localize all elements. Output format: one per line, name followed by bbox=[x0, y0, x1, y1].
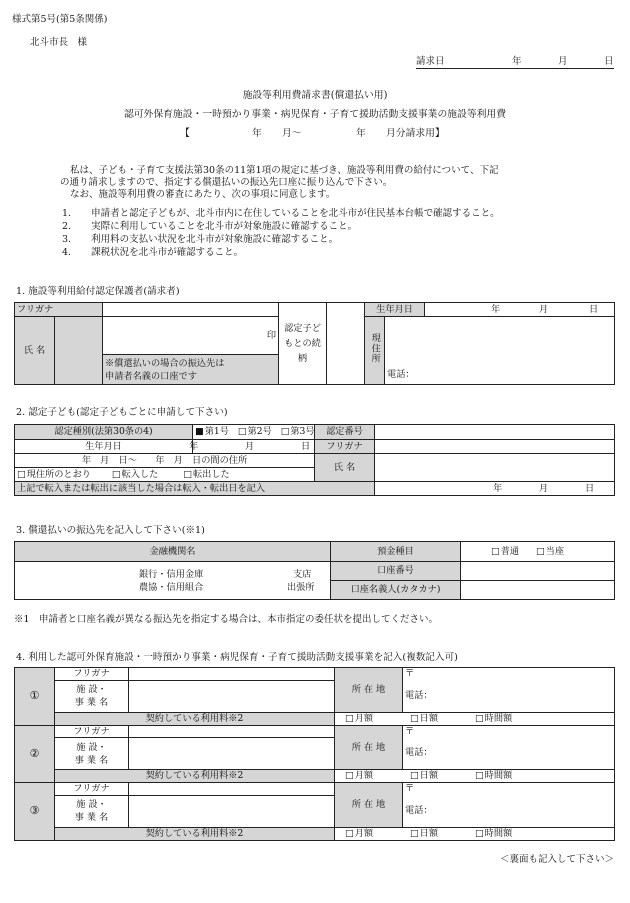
facility-phone-label: 電話： bbox=[405, 689, 433, 701]
bank-note-line2: 申請者名義の口座です bbox=[105, 370, 197, 382]
contract-fee-label: 契約している利用料※2 bbox=[55, 712, 335, 725]
intro-paragraph-1a: 私は、子ども・子育て支援法第30条の11第1項の規定に基づき、施設等利用費の給付について、下記 bbox=[70, 165, 499, 176]
daily-fee-checkbox[interactable]: □ 日額 bbox=[410, 828, 438, 839]
seal-mark: 印 bbox=[266, 329, 277, 341]
billing-period-month1: 月～ bbox=[282, 128, 302, 139]
request-date-month: 月 bbox=[558, 56, 568, 67]
bank-footnote: ※1 申請者と口座名義が異なる振込先を指定する場合は、本市指定の委任状を提出してください。 bbox=[14, 614, 439, 625]
document-subtitle: 認可外保育施設・一時預かり事業・病児保育・子育て援助活動支援事業の施設等利用費 bbox=[123, 109, 507, 120]
move-date-year: 年 bbox=[493, 483, 503, 494]
bank-note-line1: ※償還払いの場合の振込先は bbox=[105, 357, 225, 369]
back-page-note: ＜裏面も記入して下さい＞ bbox=[499, 854, 614, 865]
facility-furigana-label: フリガナ bbox=[55, 783, 129, 796]
hourly-fee-checkbox[interactable]: □ 時間額 bbox=[475, 770, 512, 781]
current-checkbox[interactable]: □ 当座 bbox=[536, 546, 564, 557]
fee-type-options bbox=[335, 827, 615, 840]
child-birth-month: 月 bbox=[245, 441, 255, 452]
request-date-day: 日 bbox=[604, 56, 614, 67]
move-date-day: 日 bbox=[585, 483, 595, 494]
facility-entry-number: ② bbox=[15, 725, 55, 783]
facility-furigana-label: フリガナ bbox=[55, 668, 129, 681]
daily-fee-checkbox[interactable]: □ 日額 bbox=[410, 713, 438, 724]
facility-name-label bbox=[55, 738, 129, 770]
billing-period-close: 月分請求用】 bbox=[386, 128, 445, 139]
billing-period-open: 【 bbox=[180, 128, 190, 139]
account-holder-label: 口座名義人(カタカナ) bbox=[331, 581, 461, 600]
guardian-birth-day: 日 bbox=[589, 304, 599, 315]
request-date-label: 請求日 bbox=[416, 56, 445, 67]
postal-mark: 〒 bbox=[405, 783, 415, 794]
deposit-type-options bbox=[461, 542, 615, 562]
child-birth-label: 生年月日 bbox=[15, 440, 193, 454]
consent-item-num: 4. bbox=[62, 247, 72, 258]
monthly-fee-checkbox[interactable]: □ 月額 bbox=[345, 770, 373, 781]
monthly-fee-checkbox[interactable]: □ 月額 bbox=[345, 828, 373, 839]
guardian-address-text: 現住所 bbox=[369, 333, 381, 365]
consent-item-num: 2. bbox=[62, 221, 72, 232]
consent-item-3 bbox=[62, 234, 338, 246]
guardian-birth-month: 月 bbox=[539, 304, 549, 315]
facility-entry-number: ① bbox=[15, 668, 55, 726]
moved-out-checkbox[interactable]: □ 転出した bbox=[183, 469, 229, 480]
daily-fee-checkbox[interactable]: □ 日額 bbox=[410, 770, 438, 781]
cert-type-3-checkbox[interactable]: □ 第3号 bbox=[281, 426, 315, 437]
facility-furigana-input[interactable] bbox=[129, 725, 335, 738]
consent-item-2 bbox=[62, 221, 357, 233]
move-date-label: 上記で転入または転出に該当した場合は転入・転出日を記入 bbox=[15, 482, 375, 496]
consent-item-text: 申請者と認定子どもが、北斗市内に在住していることを北斗市が住民基本台帳で確認すること。 bbox=[91, 208, 500, 219]
bank-type-1: 銀行・信用金庫 bbox=[139, 569, 204, 580]
address-same-checkbox[interactable]: □ 現住所のとおり bbox=[17, 469, 91, 480]
form-number: 様式第5号(第5条関係) bbox=[12, 14, 108, 25]
facility-location-input[interactable] bbox=[403, 783, 615, 828]
facility-name-label-line2: 事 業 名 bbox=[74, 812, 109, 823]
bank-name-label: 金融機関名 bbox=[15, 542, 331, 562]
facility-location-input[interactable] bbox=[403, 668, 615, 713]
facility-phone-label: 電話： bbox=[405, 804, 433, 816]
postal-mark: 〒 bbox=[405, 668, 415, 679]
facility-location-label: 所 在 地 bbox=[335, 725, 403, 770]
child-furigana-input[interactable] bbox=[375, 440, 615, 454]
guardian-table bbox=[14, 302, 615, 385]
child-table bbox=[14, 424, 615, 496]
cert-number-label: 認定番号 bbox=[315, 425, 375, 440]
intro-paragraph-2: なお、施設等利用費の審査にあたり、次の事項に同意します。 bbox=[70, 189, 336, 200]
facility-name-label bbox=[55, 680, 129, 712]
facility-location-label: 所 在 地 bbox=[335, 668, 403, 713]
bank-note bbox=[103, 355, 279, 385]
guardian-furigana-input[interactable] bbox=[103, 303, 279, 317]
child-birth-day: 日 bbox=[301, 441, 311, 452]
ordinary-checkbox[interactable]: □ 普通 bbox=[491, 546, 519, 557]
addressee: 北斗市長 様 bbox=[30, 37, 88, 48]
facility-furigana-input[interactable] bbox=[129, 783, 335, 796]
move-date-month: 月 bbox=[539, 483, 549, 494]
guardian-birth-input[interactable] bbox=[425, 303, 615, 317]
request-date-year: 年 bbox=[512, 56, 522, 67]
branch-type-2: 出張所 bbox=[287, 582, 315, 593]
guardian-furigana-label: フリガナ bbox=[15, 303, 103, 317]
section-4-title: 4. 利用した認可外保育施設・一時預かり事業・病児保育・子育て援助活動支援事業を記入(複数記入可) bbox=[16, 652, 458, 663]
guardian-birth-label: 生年月日 bbox=[365, 303, 425, 317]
address-period-label: 年 月 日～ 年 月 日の間の住所 bbox=[15, 454, 315, 468]
contract-fee-label: 契約している利用料※2 bbox=[55, 770, 335, 783]
fee-type-options bbox=[335, 770, 615, 783]
branch-type-1: 支店 bbox=[293, 569, 312, 580]
guardian-name-label: 氏 名 bbox=[15, 317, 55, 385]
deposit-type-label: 預金種目 bbox=[331, 542, 461, 562]
facility-name-input[interactable] bbox=[129, 680, 335, 712]
child-furigana-label: フリガナ bbox=[315, 440, 375, 454]
guardian-birth-year: 年 bbox=[491, 304, 501, 315]
cert-type-1-checkbox[interactable]: ■ 第1号 bbox=[195, 426, 229, 437]
facility-entry-number: ③ bbox=[15, 783, 55, 841]
cert-number-input[interactable] bbox=[375, 425, 615, 440]
document-title: 施設等利用費請求書(償還払い用) bbox=[242, 90, 388, 101]
request-date-field[interactable] bbox=[416, 56, 614, 69]
child-birth-input[interactable] bbox=[189, 440, 315, 454]
facility-name-label-line1: 施 設・ bbox=[76, 684, 107, 695]
facility-name-input[interactable] bbox=[129, 738, 335, 770]
billing-period bbox=[0, 128, 630, 140]
facility-name-label-line2: 事 業 名 bbox=[74, 754, 109, 766]
facility-name-label-line1: 施 設・ bbox=[76, 741, 107, 753]
section-3-title: 3. 償還払いの振込先を記入して下さい(※1) bbox=[16, 525, 205, 536]
guardian-address-label bbox=[365, 317, 385, 385]
facility-name-label-line2: 事 業 名 bbox=[74, 697, 109, 708]
address-status-options bbox=[15, 468, 315, 482]
section-2-title: 2. 認定子ども(認定子どもごとに申請して下さい) bbox=[16, 407, 228, 418]
guardian-relation-label: 認定子どもとの続柄 bbox=[279, 303, 327, 385]
billing-period-year1: 年 bbox=[252, 128, 262, 139]
account-number-label: 口座番号 bbox=[331, 562, 461, 581]
guardian-phone-label: 電話： bbox=[387, 368, 415, 380]
intro-paragraph-1b: の通り請求しますので、指定する償還払いの振込先口座に振り込んで下さい。 bbox=[60, 177, 393, 188]
facility-phone-label: 電話： bbox=[405, 747, 433, 758]
monthly-fee-checkbox[interactable]: □ 月額 bbox=[345, 713, 373, 724]
facility-location-input[interactable] bbox=[403, 725, 615, 770]
guardian-address-input[interactable] bbox=[385, 317, 615, 385]
guardian-relation-input[interactable] bbox=[327, 303, 365, 385]
facility-name-label bbox=[55, 795, 129, 827]
hourly-fee-checkbox[interactable]: □ 時間額 bbox=[475, 828, 512, 839]
fee-type-options bbox=[335, 712, 615, 725]
child-birth-year: 年 bbox=[189, 441, 199, 452]
section-1-title: 1. 施設等利用給付認定保護者(請求者) bbox=[16, 286, 180, 297]
billing-period-year2: 年 bbox=[356, 128, 366, 139]
cert-type-2-checkbox[interactable]: □ 第2号 bbox=[238, 426, 272, 437]
bank-type-2: 農協・信用組合 bbox=[139, 582, 204, 593]
postal-mark: 〒 bbox=[405, 725, 415, 737]
consent-item-1 bbox=[62, 208, 500, 220]
contract-fee-label: 契約している利用料※2 bbox=[55, 827, 335, 840]
facility-location-label: 所 在 地 bbox=[335, 783, 403, 828]
account-holder-input[interactable] bbox=[461, 581, 615, 600]
facility-name-label-line1: 施 設・ bbox=[76, 799, 107, 810]
cert-type-options bbox=[193, 425, 315, 440]
consent-item-text: 実際に利用していることを北斗市が対象施設に確認すること。 bbox=[91, 221, 358, 232]
hourly-fee-checkbox[interactable]: □ 時間額 bbox=[475, 713, 512, 724]
facility-table bbox=[14, 667, 615, 841]
consent-item-num: 3. bbox=[62, 234, 72, 245]
moved-in-checkbox[interactable]: □ 転入した bbox=[112, 469, 158, 480]
move-date-input[interactable] bbox=[375, 482, 615, 496]
guardian-name-spacer bbox=[55, 317, 103, 385]
consent-item-num: 1. bbox=[62, 208, 72, 219]
account-number-input[interactable] bbox=[461, 562, 615, 581]
consent-item-text: 課税状況を北斗市が確認すること。 bbox=[91, 247, 244, 258]
facility-name-input[interactable] bbox=[129, 795, 335, 827]
consent-item-text: 利用料の支払い状況を北斗市が対象施設に確認すること。 bbox=[91, 234, 339, 245]
facility-furigana-label: フリガナ bbox=[55, 725, 129, 738]
child-name-label: 氏 名 bbox=[315, 454, 375, 482]
consent-item-4 bbox=[62, 247, 243, 259]
guardian-name-input[interactable] bbox=[103, 317, 279, 355]
cert-type-label: 認定種別(法第30条の4) bbox=[15, 425, 193, 440]
child-name-input[interactable] bbox=[375, 454, 615, 482]
bank-table bbox=[14, 541, 615, 600]
facility-furigana-input[interactable] bbox=[129, 668, 335, 681]
bank-name-input[interactable] bbox=[15, 562, 331, 600]
